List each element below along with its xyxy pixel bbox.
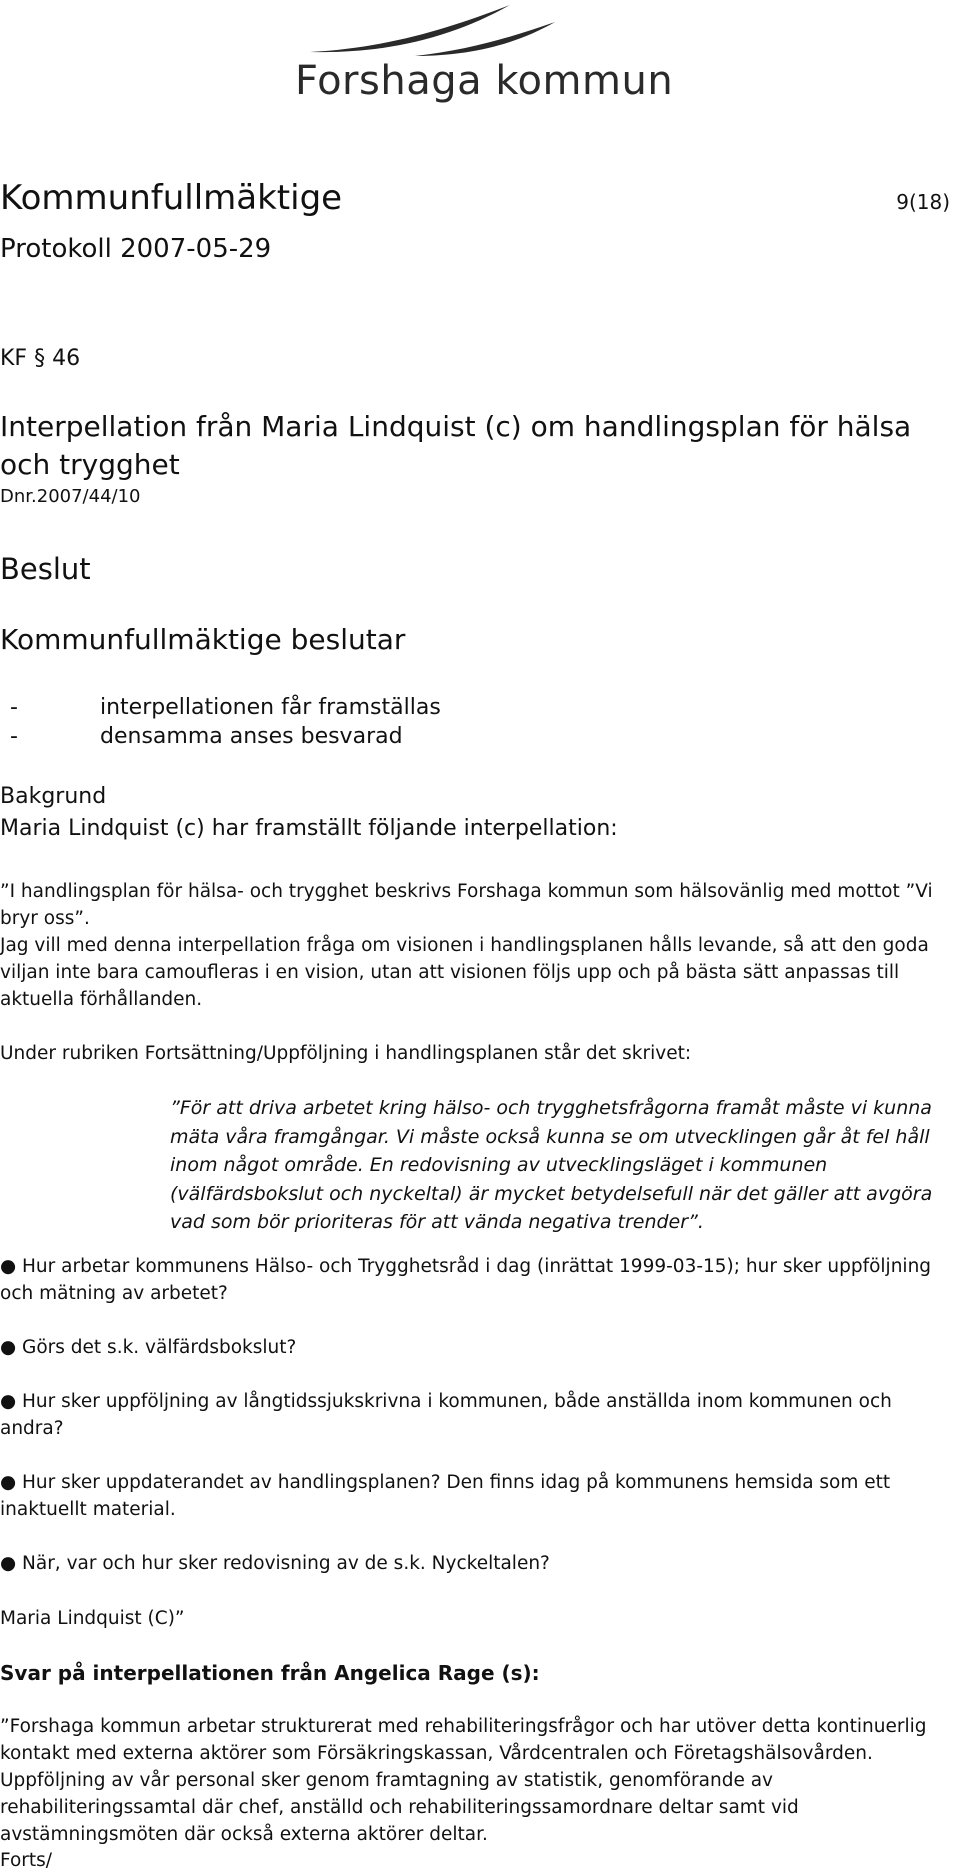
section-title: Interpellation från Maria Lindquist (c) om handlingsplan för hälsa och trygghet — [0, 410, 912, 481]
decision-item: - interpellationen får framställas — [10, 695, 441, 720]
background-intro: Maria Lindquist (c) har framställt följande interpellation: — [0, 816, 618, 841]
question-item: ● Hur sker uppdaterandet av handlingsplanen? Den finns idag på kommunens hemsida som ett inaktuellt material. — [0, 1472, 891, 1520]
protocol-date: Protokoll 2007-05-29 — [0, 234, 272, 264]
logo-text: Forshaga kommun — [295, 58, 674, 104]
signature: Maria Lindquist (C)” — [0, 1608, 185, 1629]
logo-swoosh-icon — [295, 0, 635, 60]
continued-note: Forts/ — [0, 1850, 53, 1871]
answer-heading: Svar på interpellationen från Angelica Rage (s): — [0, 1661, 540, 1685]
handlingsplan-quote: ”För att driva arbetet kring hälso- och trygghetsfrågorna framåt måste vi kunna mäta våra framgångar. Vi måste också kunna se om utvecklingen går åt fel håll inom något område. En redovisning av utvecklingsläget i kommunen (välfärdsbokslut och nyckeltal) är mycket betydelsefull när det gäller att avgöra vad som bör prioriteras för att vända negativa trender”. — [170, 1097, 933, 1233]
question-item: ● Hur arbetar kommunens Hälso- och Trygghetsråd i dag (inrättat 1999-03-15); hur sker uppföljning och mätning av arbetet? — [0, 1256, 932, 1304]
interpellation-paragraph: Jag vill med denna interpellation fråga om visionen i handlingsplanen hålls levande, så att den goda viljan inte bara camoufleras i en vision, utan att visionen följs upp och på bästa sätt anpassas till aktuella förhållanden. — [0, 935, 929, 1010]
diary-number: Dnr.2007/44/10 — [0, 486, 141, 507]
question-item: ● Görs det s.k. välfärdsbokslut? — [0, 1337, 297, 1358]
interpellation-paragraph: Under rubriken Fortsättning/Uppföljning i handlingsplanen står det skrivet: — [0, 1043, 692, 1064]
question-item: ● Hur sker uppföljning av långtidssjukskrivna i kommunen, både anställda inom kommunen och andra? — [0, 1391, 892, 1439]
answer-paragraph: ”Forshaga kommun arbetar strukturerat med rehabiliteringsfrågor och har utöver detta kontinuerlig kontakt med externa aktörer som Försäkringskassan, Vårdcentralen och Företagshälsovården. Uppföljning av vår personal sker genom framtagning av statistik, genomförande av rehabiliteringssamtal där chef, anställd och rehabiliteringssamordnare deltar samt vid avstämningsmöten där också externa aktörer deltar. — [0, 1716, 927, 1845]
interpellation-paragraph: ”I handlingsplan för hälsa- och trygghet beskrivs Forshaga kommun som hälsovänlig med mottot ”Vi bryr oss”. — [0, 881, 933, 929]
page-title: Kommunfullmäktige — [0, 178, 343, 218]
background-heading: Bakgrund — [0, 784, 107, 809]
logo — [295, 0, 674, 120]
decision-item: - densamma anses besvarad — [10, 724, 403, 749]
section-number: KF § 46 — [0, 346, 81, 371]
question-item: ● När, var och hur sker redovisning av de s.k. Nyckeltalen? — [0, 1553, 550, 1574]
page-number: 9(18) — [896, 190, 950, 214]
decision-heading: Beslut — [0, 552, 91, 586]
decision-subheading: Kommunfullmäktige beslutar — [0, 623, 406, 656]
